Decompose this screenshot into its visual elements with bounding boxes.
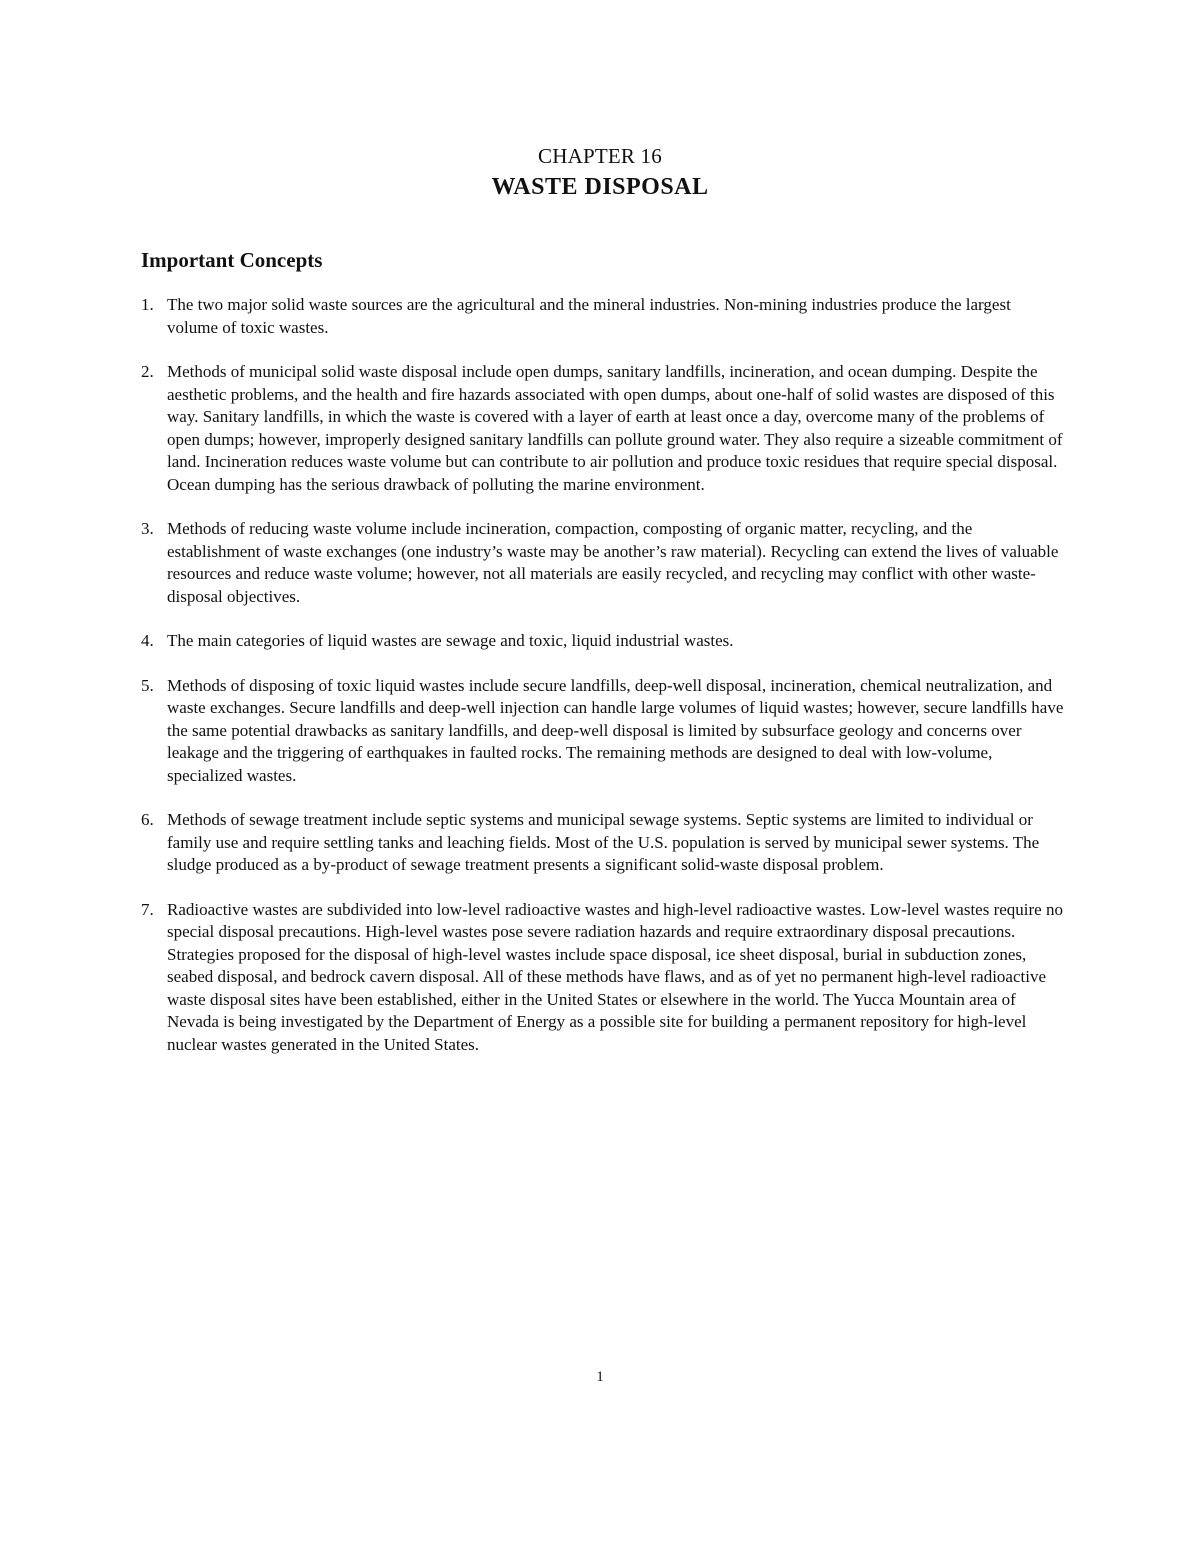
concept-text: Radioactive wastes are subdivided into low-level radioactive wastes and high-level radioactive wastes. Low-level wastes require no special disposal precautions. High-level wastes pose severe radiation hazards and require extraordinary disposal precautions. Strategies proposed for the disposal of high-level wastes include space disposal, ice sheet disposal, burial in subduction zones, seabed disposal, and bedrock cavern disposal. All of these methods have flaws, and as of yet no permanent high-level radioactive waste disposal sites have been established, either in the United States or elsewhere in the world. The Yucca Mountain area of Nevada is being investigated by the Department of Energy as a possible site for building a permanent repository for high-level nuclear wastes generated in the United States. <box>167 899 1063 1054</box>
concept-number: 2. <box>141 362 154 381</box>
concept-list <box>141 294 1066 1078</box>
concept-text: Methods of sewage treatment include septic systems and municipal sewage systems. Septic systems are limited to individual or family use and require settling tanks and leaching fields. Most of the U.S. population is served by municipal sewer systems. The sludge produced as a by-product of sewage treatment presents a significant solid-waste disposal problem. <box>167 810 1040 874</box>
concept-number: 6. <box>141 810 154 829</box>
section-heading: Important Concepts <box>141 248 323 272</box>
chapter-label: CHAPTER 16 <box>538 144 662 168</box>
concept-number: 5. <box>141 675 154 695</box>
chapter-title: WASTE DISPOSAL <box>491 174 709 200</box>
concept-item-1 <box>141 294 1066 339</box>
concept-number: 4. <box>141 631 154 650</box>
concept-item-2 <box>141 361 1066 496</box>
concept-number: 7. <box>141 899 154 919</box>
concept-item-6 <box>141 809 1066 877</box>
page-number: 1 <box>596 1369 604 1385</box>
concept-number: 1. <box>141 295 154 314</box>
concept-text: Methods of reducing waste volume include incineration, compaction, composting of organic matter, recycling, and the establishment of waste exchanges (one industry’s waste may be another’s raw material). Recycling can extend the lives of valuable resources and reduce waste volume; however, not all materials are easily recycled, and recycling may conflict with other waste-disposal objectives. <box>167 519 1059 606</box>
concept-text: Methods of disposing of toxic liquid wastes include secure landfills, deep-well disposal, incineration, chemical neutralization, and waste exchanges. Secure landfills and deep-well injection can handle large volumes of liquid wastes; however, secure landfills have the same potential drawbacks as sanitary landfills, and deep-well disposal is limited by subsurface geology and concerns over leakage and the triggering of earthquakes in faulted rocks. The remaining methods are designed to deal with low-volume, specialized wastes. <box>167 675 1064 785</box>
concept-text: The main categories of liquid wastes are sewage and toxic, liquid industrial wastes. <box>167 631 734 650</box>
concept-number: 3. <box>141 519 154 538</box>
concept-text: Methods of municipal solid waste disposal include open dumps, sanitary landfills, incineration, and ocean dumping. Despite the aesthetic problems, and the health and fire hazards associated with open dumps, about one-half of solid wastes are disposed of this way. Sanitary landfills, in which the waste is covered with a layer of earth at least once a day, overcome many of the problems of open dumps; however, improperly designed sanitary landfills can pollute ground water. They also require a sizeable commitment of land. Incineration reduces waste volume but can contribute to air pollution and produce toxic residues that require special disposal. Ocean dumping has the serious drawback of polluting the marine environment. <box>167 362 1063 494</box>
concept-item-3 <box>141 518 1066 608</box>
concept-item-4 <box>141 630 1066 653</box>
concept-text: The two major solid waste sources are the agricultural and the mineral industries. Non-mining industries produce the largest volume of toxic wastes. <box>167 295 1011 337</box>
concept-item-7 <box>141 899 1066 1057</box>
concept-item-5 <box>141 675 1066 788</box>
